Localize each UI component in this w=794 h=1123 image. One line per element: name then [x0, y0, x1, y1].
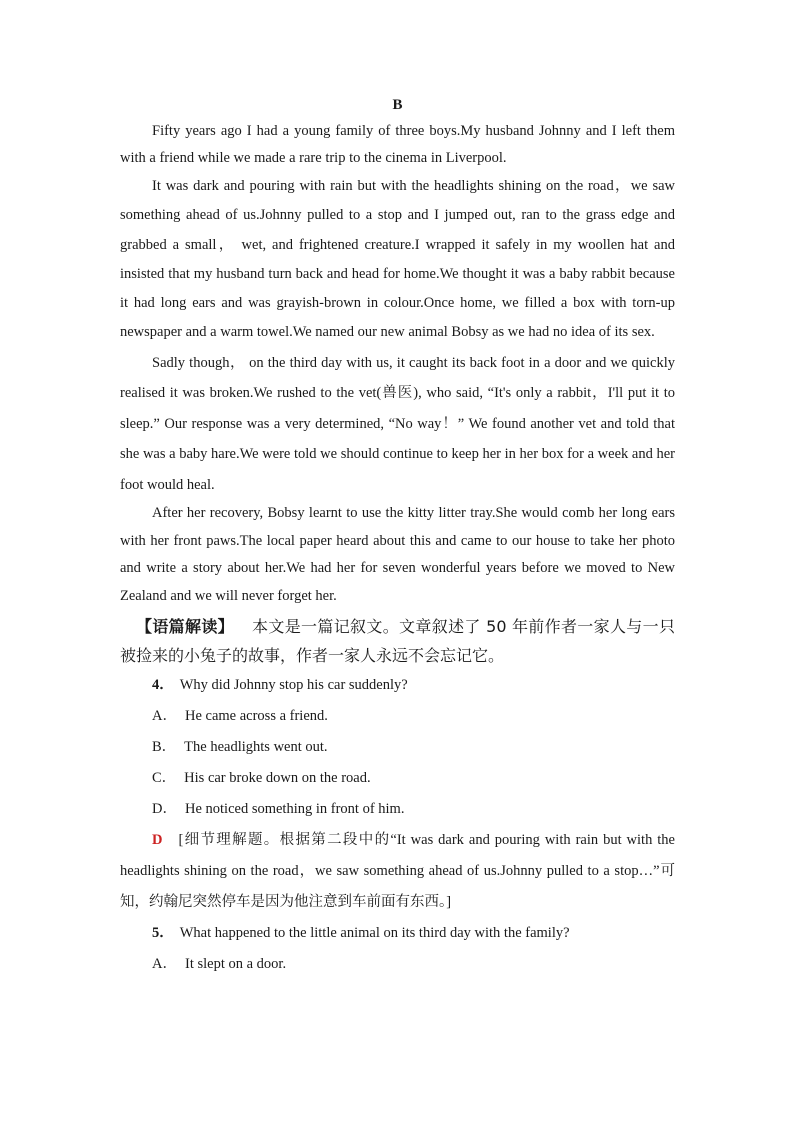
question-4-answer [120, 825, 675, 918]
option-text: He came across a friend. [184, 708, 328, 725]
answer-letter: D [152, 832, 163, 849]
question-4-option-c [120, 763, 675, 794]
option-letter: C． [152, 770, 177, 787]
option-letter: B． [152, 739, 177, 756]
answer-explanation: [细节理解题。根据第二段中的“It was dark and pouring with rain but with the headlights shining on the road，we saw something ahead of us.Johnny pulled to a stop…”可知，约翰尼突然停车是因为他注意到车前面有东西。] [120, 832, 675, 911]
question-5-option-a [120, 949, 675, 980]
question-5 [120, 918, 675, 949]
section-title: B [392, 97, 403, 113]
option-text: His car broke down on the road. [184, 770, 371, 787]
question-5-number: 5． [152, 925, 174, 942]
option-text: It slept on a door. [184, 956, 287, 973]
question-4 [120, 670, 675, 701]
option-text: The headlights went out. [184, 739, 328, 756]
passage-paragraph-4: After her recovery, Bobsy learnt to use the kitty litter tray.She would comb her long ears with her front paws.The local paper heard about this and came to our house to take her photo and write a story about her.We had her for seven wonderful years before we moved to New Zealand and we will never forget her. [120, 505, 675, 604]
analysis-tag: 【语篇解读】 [136, 617, 235, 637]
option-letter: D． [152, 801, 177, 818]
question-4-option-b [120, 732, 675, 763]
question-5-stem: What happened to the little animal on its third day with the family? [179, 925, 570, 942]
question-4-option-d [120, 794, 675, 825]
passage-paragraph-2: It was dark and pouring with rain but with the headlights shining on the road，we saw something ahead of us.Johnny pulled to a stop and I jumped out, ran to the grass edge and grabbed a small， wet, and frightened creature.I wrapped it safely in my woollen hat and insisted that my husband turn back and head for home.We thought it was a baby rabbit because it had long ears and was grayish-brown in colour.Once home, we filled a box with torn-up newspaper and a warm towel.We named our new animal Bobsy as we had no idea of its sex. [120, 178, 675, 341]
option-text: He noticed something in front of him. [184, 801, 405, 818]
question-4-number: 4． [152, 677, 174, 694]
option-letter: A． [152, 956, 177, 973]
passage-paragraph-3: Sadly though， on the third day with us, it caught its back foot in a door and we quickly realised it was broken.We rushed to the vet(兽医), who said, “It's only a rabbit，I'll put it to sleep.” Our response was a very determined, “No way！” We found another vet and told that she was a baby hare.We were told we should continue to keep her in her box for a week and her foot would heal. [120, 354, 675, 493]
option-letter: A． [152, 708, 177, 725]
question-4-option-a [120, 701, 675, 732]
question-4-stem: Why did Johnny stop his car suddenly? [179, 677, 408, 694]
passage-analysis [120, 612, 675, 670]
passage-paragraph-1: Fifty years ago I had a young family of three boys.My husband Johnny and I left them with a friend while we made a rare trip to the cinema in Liverpool. [120, 123, 675, 166]
analysis-text: 本文是一篇记叙文。文章叙述了 50 年前作者一家人与一只被捡来的小兔子的故事，作者一家人永远不会忘记它。 [120, 617, 675, 666]
document-content [120, 92, 675, 980]
